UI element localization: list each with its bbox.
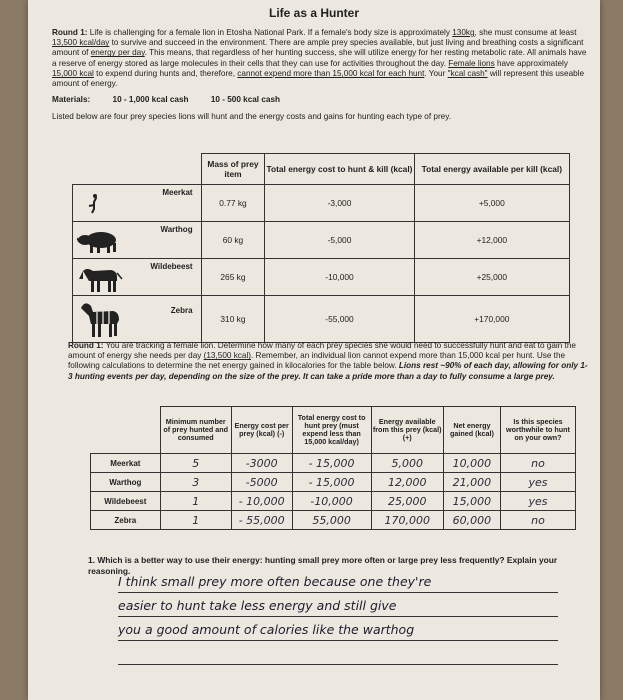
- weight-value: 130kg: [452, 28, 475, 37]
- answer-rule: [118, 640, 558, 641]
- table-row: [91, 492, 576, 511]
- cost-cell: -3,000: [265, 185, 414, 222]
- answer-line-text[interactable]: I think small prey more often because one they're: [118, 574, 432, 589]
- lion-rest-note: Lions rest ~90% of each day, allowing for only 1-3 hunting events per day, depending on the size of the prey. It can take a pride more than a day to fully consume a large prey.: [68, 361, 588, 381]
- available-input[interactable]: 5,000: [371, 454, 443, 473]
- round-label: Round 1:: [52, 28, 88, 37]
- cost-cell: -5,000: [265, 222, 414, 259]
- table-row: [91, 473, 576, 492]
- worksheet-page: [28, 0, 600, 700]
- animal-name: Meerkat: [91, 454, 161, 473]
- available-cell: +5,000: [414, 185, 569, 222]
- cost-input[interactable]: - 10,000: [231, 492, 292, 511]
- animal-name: Wildebeest: [150, 262, 193, 271]
- total-cost-header: Total energy cost to hunt prey (must expend less than 15,000 kcal/day): [292, 407, 371, 454]
- available-cell: +25,000: [414, 259, 569, 296]
- zebra-icon: [77, 298, 123, 340]
- count-header: Minimum number of prey hunted and consumed: [160, 407, 231, 454]
- animal-cell: [73, 185, 202, 222]
- count-input[interactable]: 1: [160, 492, 231, 511]
- listed-text: Listed below are four prey species lions will hunt and the energy costs and gains for hunting each type of prey.: [52, 112, 451, 122]
- daily-need-value: 13,500 kcal/day: [52, 38, 110, 48]
- intro-text: to survive and succeed in the environment. There are ample prey species available, but just living and breathing costs a significant amount of: [52, 38, 584, 58]
- warthog-icon: [77, 226, 121, 256]
- cost-input[interactable]: - 55,000: [231, 511, 292, 530]
- worth-input[interactable]: yes: [500, 492, 575, 511]
- worth-input[interactable]: no: [500, 511, 575, 530]
- mass-cell: 310 kg: [201, 296, 265, 343]
- count-input[interactable]: 1: [160, 511, 231, 530]
- net-energy-header: Net energy gained (kcal): [443, 407, 500, 454]
- available-input[interactable]: 170,000: [371, 511, 443, 530]
- animal-name: Zebra: [170, 306, 193, 315]
- table-row: [73, 296, 570, 343]
- cost-cell: -55,000: [265, 296, 414, 343]
- available-cell: +170,000: [414, 296, 569, 343]
- count-input[interactable]: 3: [160, 473, 231, 492]
- blank-header: [91, 407, 161, 454]
- kcal-cash-text: "kcal cash": [447, 68, 488, 78]
- mass-cell: 265 kg: [201, 259, 265, 296]
- energy-per-day: energy per day: [90, 48, 145, 58]
- available-input[interactable]: 12,000: [371, 473, 443, 492]
- daily-need-circled: (13,500 kcal): [203, 351, 251, 361]
- intro-text: Life is challenging for a female lion in Etosha National Park. If a female's body size is approximately: [89, 28, 450, 37]
- round-label: Round 1:: [68, 341, 104, 350]
- total-input[interactable]: - 15,000: [292, 473, 371, 492]
- available-header: Total energy available per kill (kcal): [414, 154, 569, 185]
- prey-table: [72, 153, 570, 343]
- table-row: [91, 454, 576, 473]
- cost-cell: -10,000: [265, 259, 414, 296]
- answer-rule: [118, 664, 558, 665]
- energy-available-header: Energy available from this prey (kcal) (+): [371, 407, 443, 454]
- answer-line-text[interactable]: easier to hunt take less energy and still give: [118, 598, 397, 613]
- worthwhile-header: Is this species worthwhile to hunt on your own?: [500, 407, 575, 454]
- table-row: [73, 185, 570, 222]
- animal-name: Wildebeest: [91, 492, 161, 511]
- instruction-text: You are tracking a female lion. Determine how many of each prey species she would need to successfully hunt and eat to gain the amount of energy she needs per day: [68, 341, 576, 361]
- female-lions-text: Female lions: [448, 58, 495, 68]
- intro-text: , she must consume at least: [474, 28, 577, 37]
- cost-input[interactable]: -5000: [231, 473, 292, 492]
- table-row: [91, 511, 576, 530]
- table-row: [73, 259, 570, 296]
- answer-line-text[interactable]: you a good amount of calories like the warthog: [118, 622, 415, 637]
- animal-name: Meerkat: [162, 188, 193, 197]
- intro-text: will represent this useable amount of energy.: [52, 68, 585, 89]
- blank-header: [73, 154, 202, 185]
- material-item: 10 - 500 kcal cash: [210, 95, 281, 105]
- animal-name: Warthog: [160, 225, 193, 234]
- worth-input[interactable]: no: [500, 454, 575, 473]
- cost-input[interactable]: -3000: [231, 454, 292, 473]
- energy-table: [90, 406, 576, 530]
- total-input[interactable]: - 15,000: [292, 454, 371, 473]
- animal-name: Zebra: [91, 511, 161, 530]
- question-text: Which is a better way to use their energy: hunting small prey more often or large prey less frequently? Explain your reasoning.: [88, 555, 558, 576]
- materials-line: [28, 95, 600, 104]
- net-input[interactable]: 10,000: [443, 454, 500, 473]
- mass-cell: 60 kg: [201, 222, 265, 259]
- animal-cell: [73, 296, 202, 343]
- meerkat-icon: [83, 193, 103, 217]
- animal-cell: [73, 259, 202, 296]
- page-title: Life as a Hunter: [268, 6, 360, 20]
- intro-text: . Your: [424, 68, 446, 78]
- net-input[interactable]: 60,000: [443, 511, 500, 530]
- intro-text: to expend during hunts and, therefore,: [96, 68, 236, 78]
- animal-name: Warthog: [91, 473, 161, 492]
- intro-paragraph: [28, 28, 600, 89]
- materials-label: Materials:: [52, 95, 91, 105]
- cost-per-prey-header: Energy cost per prey (kcal) (-): [231, 407, 292, 454]
- available-cell: +12,000: [414, 222, 569, 259]
- mass-header: Mass of prey item: [201, 154, 265, 185]
- mass-cell: 0.77 kg: [201, 185, 265, 222]
- wildebeest-icon: [77, 263, 123, 295]
- answer-rule: [118, 592, 558, 593]
- reserve-value: 15,000 kcal: [52, 68, 94, 78]
- intro-text: have approximately: [496, 58, 568, 68]
- instruction-text: . Remember, an individual lion cannot expend more than 15,000 kcal per hunt. Use the following calculations to determine the net energy gained in kilocalories for the table below.: [68, 351, 566, 371]
- animal-cell: [73, 222, 202, 259]
- question-number: 1.: [88, 555, 95, 565]
- answer-rule: [118, 616, 558, 617]
- table-row: [73, 222, 570, 259]
- net-input[interactable]: 21,000: [443, 473, 500, 492]
- cost-header: Total energy cost to hunt & kill (kcal): [265, 154, 414, 185]
- available-input[interactable]: 25,000: [371, 492, 443, 511]
- question-1: [88, 555, 588, 576]
- net-input[interactable]: 15,000: [443, 492, 500, 511]
- total-input[interactable]: 55,000: [292, 511, 371, 530]
- total-input[interactable]: -10,000: [292, 492, 371, 511]
- round1-instructions: [68, 341, 588, 382]
- intro-text: . This means, that regardless of her hunting success, she will utilize energy for her resting metabolic rate. All animals have a reserve of energy stored as large molecules in their cells that they can use for activities throughout the day.: [52, 48, 587, 68]
- hunt-limit-text: cannot expend more than 15,000 kcal for each hunt: [237, 68, 425, 78]
- worth-input[interactable]: yes: [500, 473, 575, 492]
- count-input[interactable]: 5: [160, 454, 231, 473]
- material-item: 10 - 1,000 kcal cash: [112, 95, 189, 105]
